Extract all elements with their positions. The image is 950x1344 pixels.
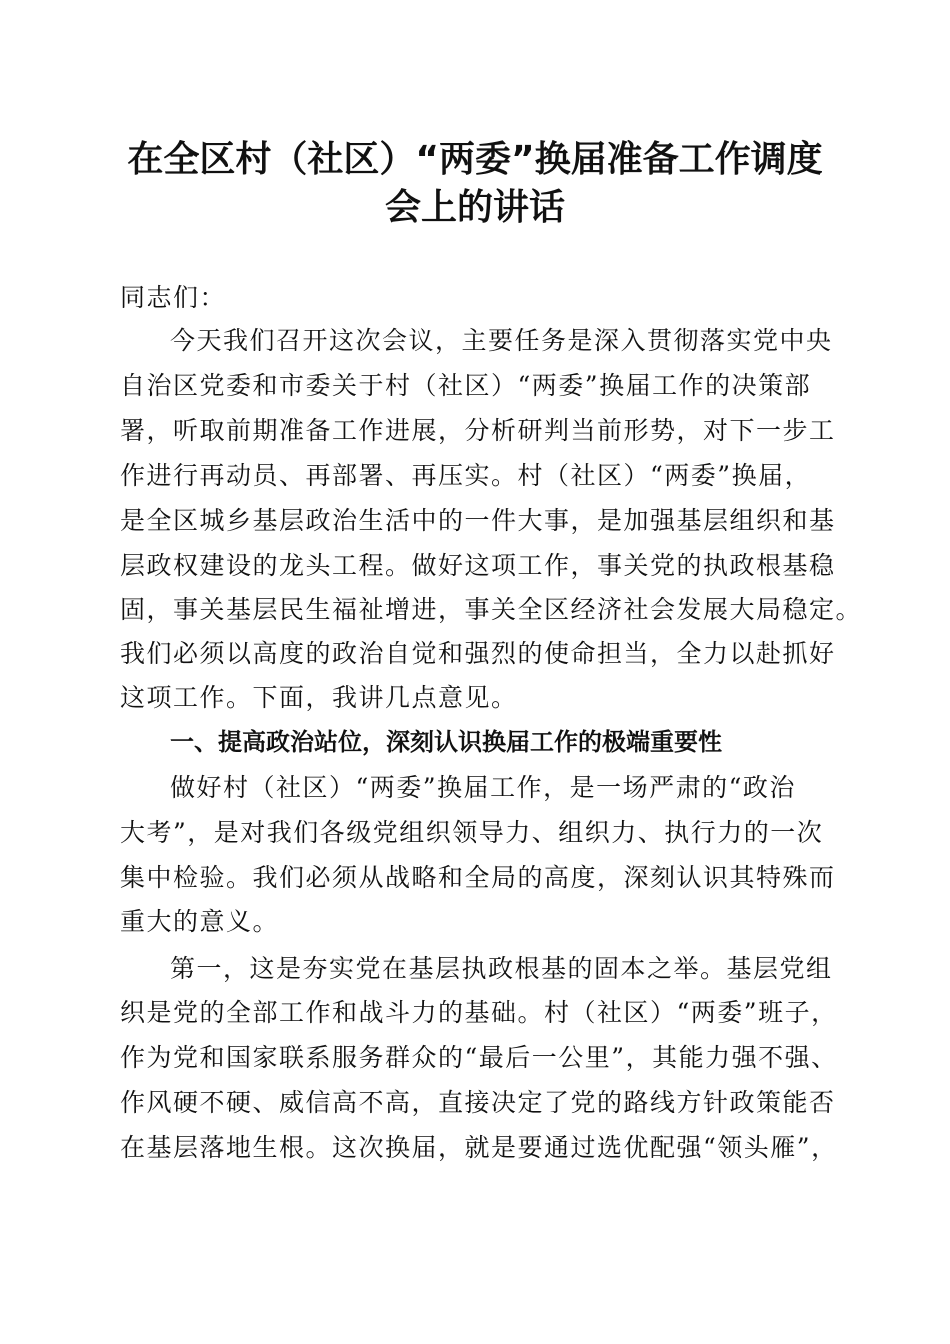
- body-line: 重大的意义。: [120, 907, 280, 936]
- body-line: 固，事关基层民生福祉增进，事关全区经济社会发展大局稳定。: [120, 595, 863, 624]
- section-heading: 一、提高政治站位，深刻认识换届工作的极端重要性: [170, 728, 722, 756]
- body-line: 作进行再动员、再部署、再压实。村（社区）“两委”换届，: [120, 461, 812, 490]
- body-line: 我们必须以高度的政治自觉和强烈的使命担当，全力以赴抓好: [120, 639, 836, 668]
- body-line: 集中检验。我们必须从战略和全局的高度，深刻认识其特殊而: [120, 863, 836, 892]
- body-line: 在基层落地生根。这次换届，就是要通过选优配强“领头雁”，: [120, 1133, 838, 1162]
- body-line: 这项工作。下面，我讲几点意见。: [120, 683, 518, 712]
- document-title-line-2: 会上的讲话: [384, 187, 565, 228]
- body-line: 第一，这是夯实党在基层执政根基的固本之举。基层党组: [170, 954, 833, 983]
- salutation: 同志们：: [120, 283, 227, 312]
- document-title-line-1: 在全区村（社区）“两委”换届准备工作调度: [127, 139, 823, 180]
- body-line: 做好村（社区）“两委”换届工作，是一场严肃的“政治: [170, 773, 796, 802]
- body-line: 今天我们召开这次会议，主要任务是深入贯彻落实党中央: [170, 326, 833, 355]
- body-line: 作为党和国家联系服务群众的“最后一公里”，其能力强不强、: [120, 1043, 838, 1072]
- body-line: 是全区城乡基层政治生活中的一件大事，是加强基层组织和基: [120, 506, 836, 535]
- body-line: 自治区党委和市委关于村（社区）“两委”换届工作的决策部: [120, 371, 812, 400]
- body-line: 大考”，是对我们各级党组织领导力、组织力、执行力的一次: [120, 818, 824, 847]
- body-line: 署，听取前期准备工作进展，分析研判当前形势，对下一步工: [120, 416, 836, 445]
- body-line: 层政权建设的龙头工程。做好这项工作，事关党的执政根基稳: [120, 551, 836, 580]
- body-line: 织是党的全部工作和战斗力的基础。村（社区）“两委”班子，: [120, 998, 838, 1027]
- body-line: 作风硬不硬、威信高不高，直接决定了党的路线方针政策能否: [120, 1088, 836, 1117]
